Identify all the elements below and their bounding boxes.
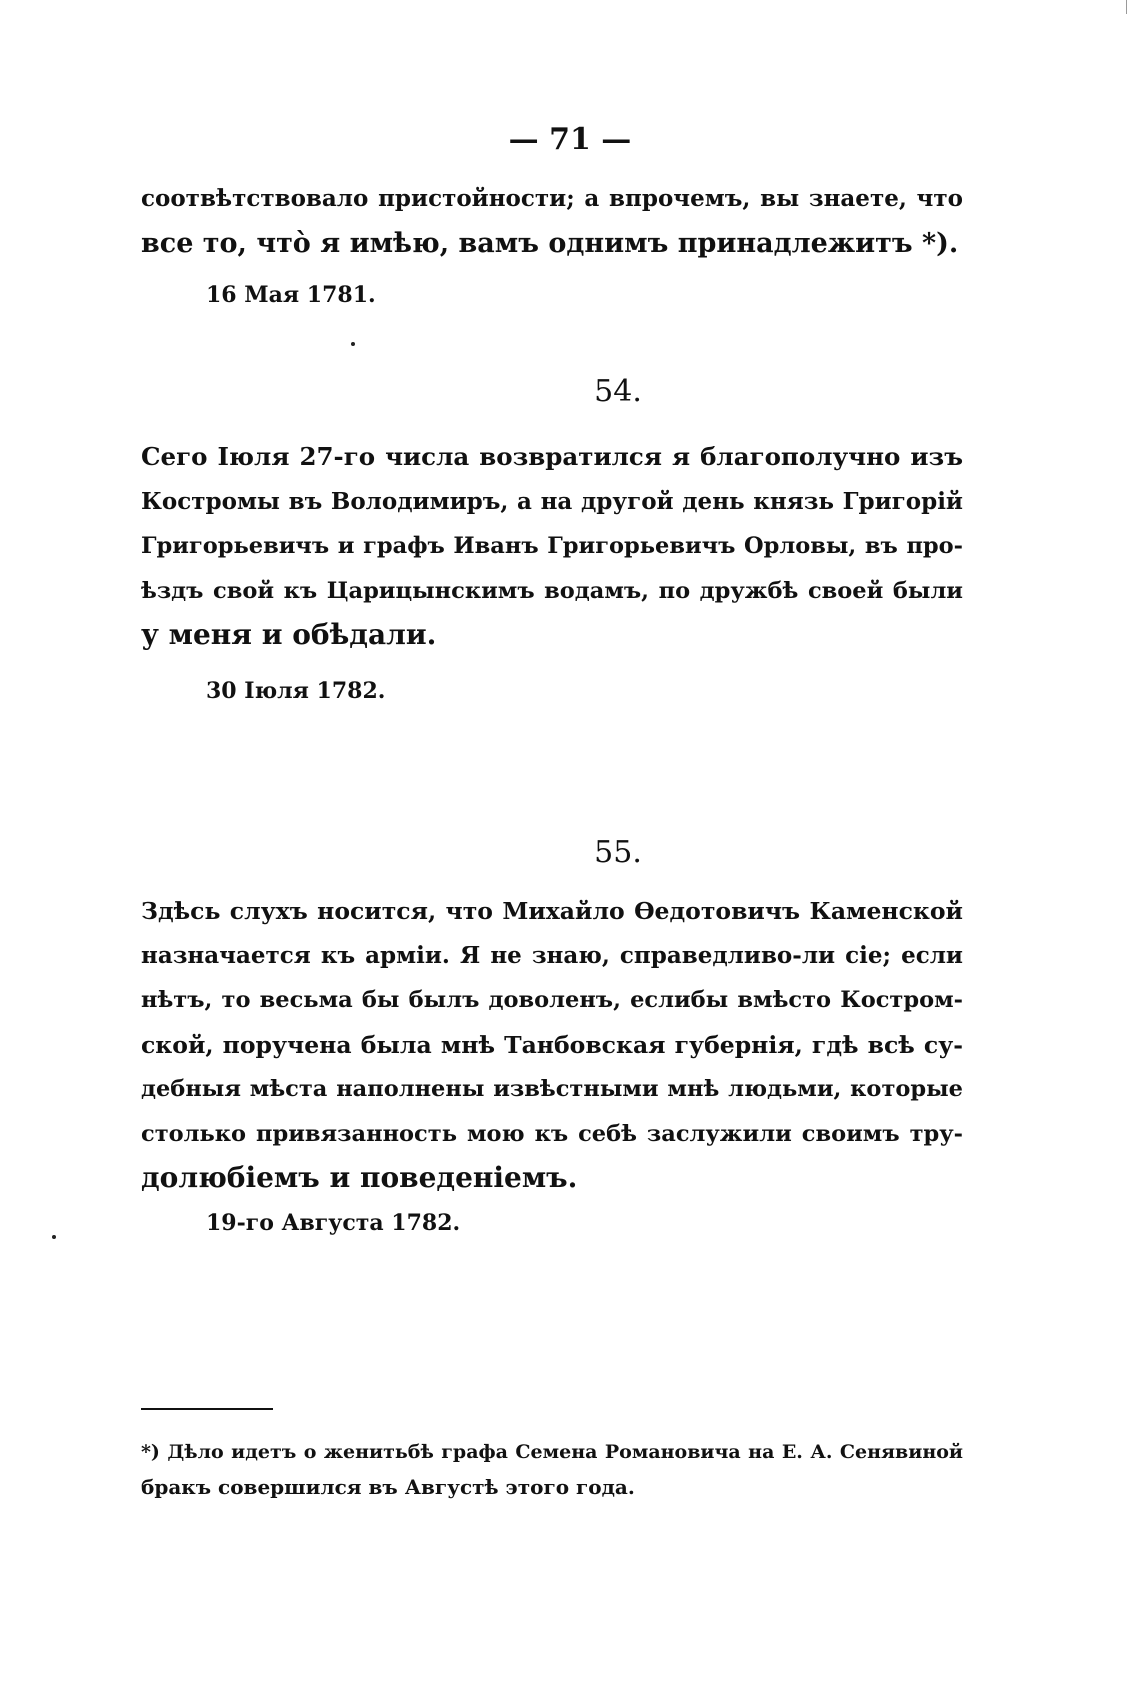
letter-number-heading: 54. xyxy=(594,374,642,409)
paragraph-line: ской, поручена была мнѣ Танбовская губернія, гдѣ всѣ су- xyxy=(141,1030,963,1059)
page-number: — 71 — xyxy=(508,122,632,157)
paragraph-line: соотвѣтствовало пристойности; а впрочемъ, вы знаете, что xyxy=(141,185,963,212)
paragraph-line: Здѣсь слухъ носится, что Михайло Ѳедотовичъ Каменской xyxy=(141,897,963,925)
paragraph-line: у меня и обѣдали. xyxy=(141,618,437,651)
paragraph-line: нѣтъ, то весьма бы былъ доволенъ, еслибы вмѣсто Костром- xyxy=(141,987,963,1013)
letter-paragraph xyxy=(141,889,963,1201)
footnote xyxy=(141,1435,963,1505)
page-edge-mark xyxy=(1126,0,1127,14)
paragraph-line: ѣздъ свой къ Царицынскимъ водамъ, по дружбѣ своей были xyxy=(141,577,963,604)
paragraph-line: все то, что̀ я имѣю, вамъ однимъ принадлежитъ *). xyxy=(141,227,959,259)
continuation-paragraph xyxy=(141,177,963,266)
footnote-line: *) Дѣло идетъ о женитьбѣ графа Семена Романовича на Е. А. Сенявиной xyxy=(141,1441,963,1463)
letter-date: 30 Іюля 1782. xyxy=(206,678,386,704)
paragraph-line: Костромы въ Володимиръ, а на другой день князь Григорій xyxy=(141,487,963,515)
paragraph-line: дебныя мѣста наполнены извѣстными мнѣ людьми, которые xyxy=(141,1076,963,1102)
letter-number-heading: 55. xyxy=(594,835,642,870)
paragraph-line: столько привязанность мою къ себѣ заслужили своимъ тру- xyxy=(141,1120,963,1147)
scan-speck xyxy=(351,342,355,346)
paragraph-line: долюбіемъ и поведеніемъ. xyxy=(141,1161,578,1194)
letter-paragraph xyxy=(141,435,963,658)
paragraph-line: Сего Іюля 27-го числа возвратился я благополучно изъ xyxy=(141,442,963,471)
letter-date: 19-го Августа 1782. xyxy=(206,1210,461,1236)
letter-date: 16 Мая 1781. xyxy=(206,282,376,308)
scan-speck xyxy=(52,1235,56,1239)
footnote-separator xyxy=(141,1408,273,1410)
footnote-line: бракъ совершился въ Августѣ этого года. xyxy=(141,1475,635,1499)
paragraph-line: Григорьевичъ и графъ Иванъ Григорьевичъ Орловы, въ про- xyxy=(141,533,963,559)
paragraph-line: назначается къ арміи. Я не знаю, справедливо-ли сіе; если xyxy=(141,941,963,969)
